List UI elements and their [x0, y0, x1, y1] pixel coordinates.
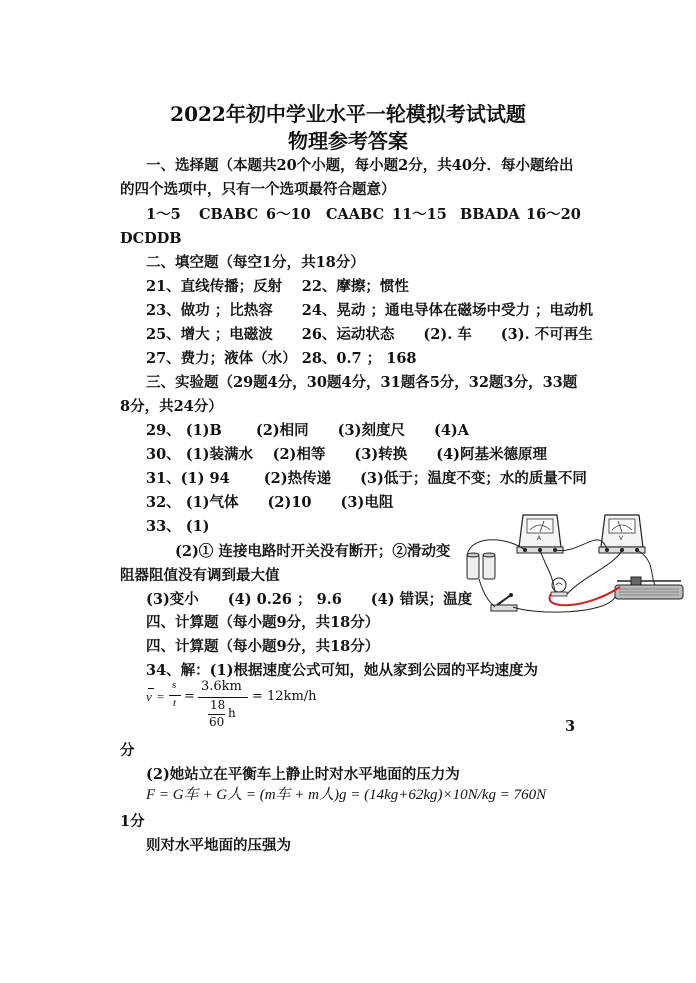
- sec3-heading-1: 三、实验题（29题4分，30题4分，31题各5分，32题3分，33题: [146, 374, 578, 391]
- sec1-ans-5: 11～15: [392, 206, 447, 223]
- sec3-line-31: 31、(1) 94 (2)热传递 (3)低于；温度不变；水的质量不同: [146, 470, 587, 487]
- sec3-line-33: 33、 (1): [146, 518, 210, 535]
- sec4-q34-intro: 34、解：(1)根据速度公式可知，她从家到公园的平均速度为: [146, 662, 538, 679]
- sec4-heading-a: 四、计算题（每小题9分，共18分）: [146, 614, 380, 631]
- sec2-line-23: 23、做功 ；比热容 24、晃动 ；通电导体在磁场中受力 ；电动机: [146, 302, 593, 319]
- page-title: 2022年初中学业水平一轮模拟考试试题: [170, 102, 526, 126]
- score-1: 1分: [120, 813, 145, 830]
- light-bulb: [551, 578, 567, 596]
- sec1-heading-2: 的四个选项中，只有一个选项最符合题意）: [120, 181, 396, 198]
- formula-den-den: 60: [209, 715, 225, 729]
- score-unit: 分: [120, 742, 135, 759]
- sec3-line-29: 29、 (1)B (2)相同 (3)刻度尺 (4)A: [146, 422, 470, 439]
- sec3-q33-line3: 阻器阻值没有调到最大值: [120, 567, 280, 584]
- ammeter-label: A: [537, 536, 542, 542]
- formula-v-bar: [148, 688, 154, 689]
- formula-num: 3.6km: [201, 679, 242, 694]
- sec3-line-32: 32、 (1)气体 (2)10 (3)电阻: [146, 494, 394, 511]
- ammeter: [517, 515, 563, 553]
- voltmeter-label: V: [619, 536, 624, 542]
- sec2-line-27: 27、费力；液体（水） 28、0.7 ； 168: [146, 350, 417, 367]
- sec1-ans-cont: DCDDB: [120, 230, 182, 247]
- sec1-ans-3: 6～10: [266, 206, 311, 223]
- formula-den-unit: h: [228, 706, 236, 720]
- sec2-heading: 二、填空题（每空1分，共18分）: [146, 254, 365, 271]
- sec1-heading-1: 一、选择题（本题共20个小题，每小题2分，共40分．每小题给出: [146, 157, 574, 174]
- sec3-q33-line4: (3)变小 (4) 0.26 ； 9.6 (4) 错误；温度: [146, 591, 473, 608]
- sec1-ans-7: 16～20: [526, 206, 581, 223]
- formula-t: t: [173, 697, 177, 709]
- speed-formula: v = s t = 3.6km 18 60 h = 12km/h: [146, 679, 317, 729]
- sec4-heading-b: 四、计算题（每小题9分，共18分）: [146, 638, 380, 655]
- sec1-ans-1: 1～5: [146, 206, 181, 223]
- sec2-line-25: 25、增大 ；电磁波 26、运动状态 (2). 车 (3). 不可再生: [146, 326, 593, 343]
- sec4-q34-3: 则对水平地面的压强为: [146, 837, 291, 854]
- pressure-force-formula: F = G车 + G人 = (m车 + m人)g = (14kg+62kg)×10N/kg = 760N: [146, 787, 547, 803]
- sec3-line-30: 30、 (1)装满水 (2)相等 (3)转换 (4)阿基米德原理: [146, 446, 548, 463]
- circuit-figure: [455, 505, 690, 625]
- formula-s: s: [172, 679, 177, 691]
- sec1-ans-4: CAABC: [326, 206, 385, 223]
- sec3-heading-2: 8分，共24分）: [120, 398, 223, 415]
- formula-den-num: 18: [210, 698, 226, 712]
- formula-result: = 12km/h: [252, 689, 317, 704]
- sec3-q33-line2: (2)① 连接电路时开关没有断开；②滑动变: [175, 543, 451, 560]
- switch: [491, 593, 517, 611]
- score-3: 3: [565, 718, 576, 735]
- sec1-ans-2: CBABC: [199, 206, 259, 223]
- rheostat: [615, 577, 683, 599]
- battery-pack: [467, 553, 495, 579]
- sec2-line-21: 21、直线传播；反射 22、摩擦；惯性: [146, 278, 409, 295]
- formula-v: v: [146, 689, 152, 704]
- page-subtitle: 物理参考答案: [288, 129, 408, 153]
- sec1-ans-6: BBADA: [460, 206, 520, 223]
- sec4-q34-2: (2)她站立在平衡车上静止时对水平地面的压力为: [146, 766, 460, 783]
